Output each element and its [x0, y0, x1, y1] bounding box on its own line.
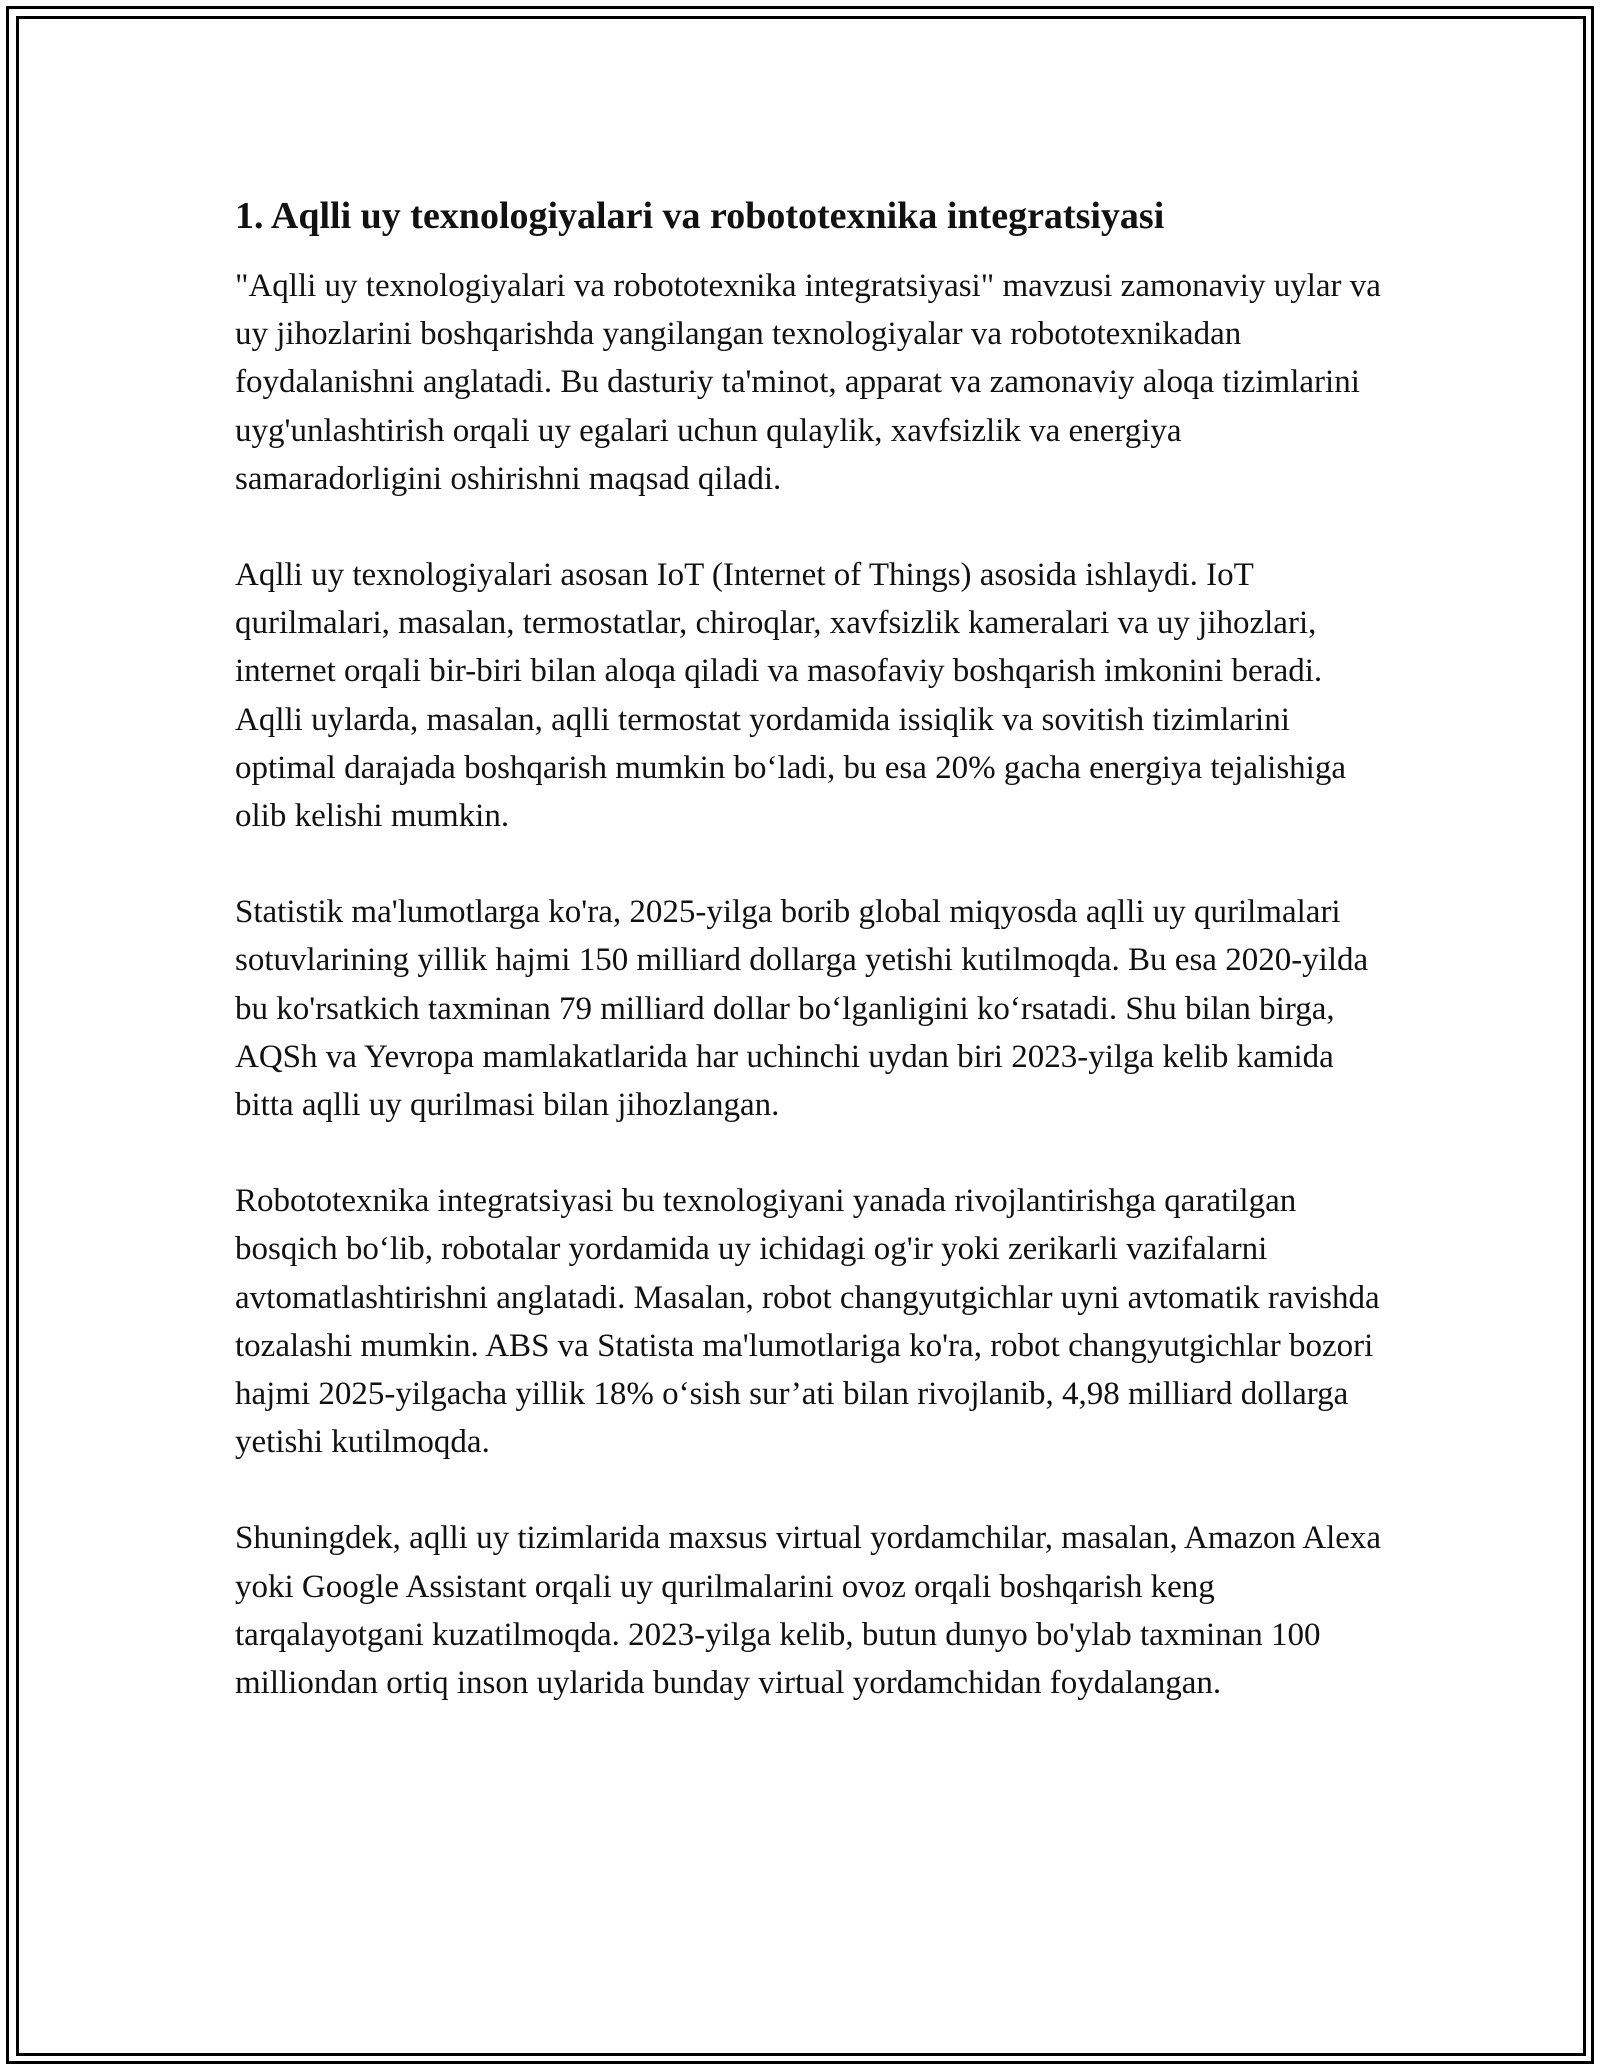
paragraph-robotics: Robototexnika integratsiyasi bu texnologiyani yanada rivojlantirishga qaratilgan bosqich bo‘lib, robotalar yordamida uy ichidagi og'ir yoki zerikarli vazifalarni avtomatlashtirishni anglatadi. Masalan, robot changyutgichlar uyni avtomatik ravishda tozalashi mumkin. ABS va Statista ma'lumotlariga ko'ra, robot changyutgichlar bozori hajmi 2025-yilgacha yillik 18% o‘sish sur’ati bilan rivojlanib, 4,98 milliard dollarga yetishi kutilmoqda. [235, 1183, 1380, 1461]
paragraph-virtual-assistants: Shuningdek, aqlli uy tizimlarida maxsus virtual yordamchilar, masalan, Amazon Alexa yoki Google Assistant orqali uy qurilmalarini ovoz orqali boshqarish keng tarqalayotgani kuzatilmoqda. 2023-yilga kelib, butun dunyo bo'ylab taxminan 100 milliondan ortiq inson uylarida bunday virtual yordamchidan foydalangan. [235, 1520, 1382, 1702]
paragraph-iot: Aqlli uy texnologiyalari asosan IoT (Internet of Things) asosida ishlaydi. IoT qurilmalari, masalan, termostatlar, chiroqlar, xavfsizlik kameralari va uy jihozlari, internet orqali bir-biri bilan aloqa qiladi va masofaviy boshqarish imkonini beradi. Aqlli uylarda, masalan, aqlli termostat yordamida issiqlik va sovitish tizimlarini optimal darajada boshqarish mumkin bo‘ladi, bu esa 20% gacha energiya tejalishiga olib kelishi mumkin. [235, 557, 1346, 835]
document-body [235, 184, 1385, 1707]
paragraph-intro: "Aqlli uy texnologiyalari va robototexnika integratsiyasi" mavzusi zamonaviy uylar va uy jihozlarini boshqarishda yangilangan texnologiyalar va robototexnikadan foydalanishni anglatadi. Bu dasturiy ta'minot, apparat va zamonaviy aloqa tizimlarini uyg'unlashtirish orqali uy egalari uchun qulaylik, xavfsizlik va energiya samaradorligini oshirishni maqsad qiladi. [235, 268, 1381, 497]
paragraph-statistics: Statistik ma'lumotlarga ko'ra, 2025-yilga borib global miqyosda aqlli uy qurilmalari sotuvlarining yillik hajmi 150 milliard dollarga yetishi kutilmoqda. Bu esa 2020-yilda bu ko'rsatkich taxminan 79 milliard dollar bo‘lganligini ko‘rsatadi. Shu bilan birga, AQSh va Yevropa mamlakatlarida har uchinchi uydan biri 2023-yilga kelib kamida bitta aqlli uy qurilmasi bilan jihozlangan. [235, 894, 1369, 1124]
section-heading: 1. Aqlli uy texnologiyalari va robototexnika integratsiyasi [235, 195, 1165, 237]
